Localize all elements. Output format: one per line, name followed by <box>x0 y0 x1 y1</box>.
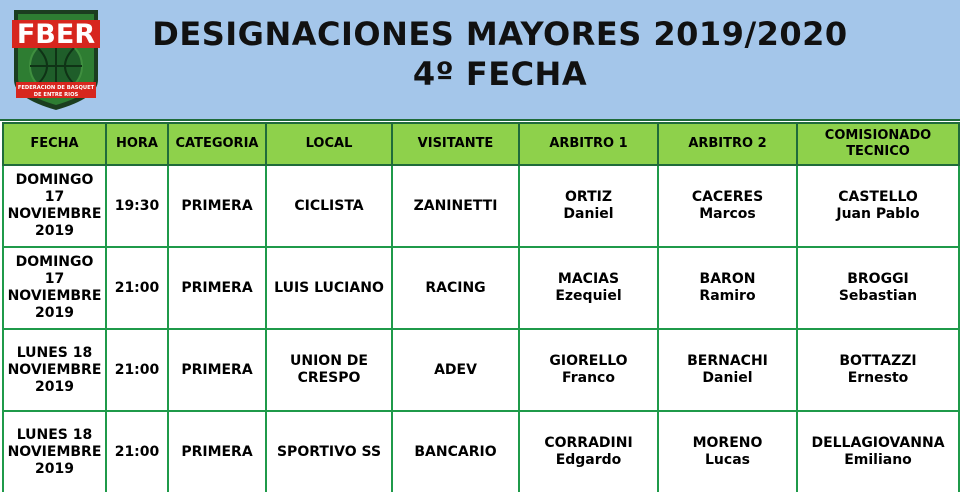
cell-visitante: ADEV <box>392 329 519 411</box>
cell-comisionado <box>797 329 959 411</box>
table-row <box>3 247 959 329</box>
cell-visitante: RACING <box>392 247 519 329</box>
cell-local: LUIS LUCIANO <box>266 247 392 329</box>
comisionado-nombre: Ernesto <box>847 370 909 386</box>
table-row <box>3 411 959 492</box>
cell-arbitro1 <box>519 329 658 411</box>
arbitro2-apellido: BARON <box>699 271 756 287</box>
cell-fecha: DOMINGO 17 NOVIEMBRE 2019 <box>3 247 106 329</box>
page-title <box>110 14 890 94</box>
cell-fecha: LUNES 18 NOVIEMBRE 2019 <box>3 411 106 492</box>
cell-arbitro2 <box>658 329 797 411</box>
cell-arbitro2 <box>658 247 797 329</box>
title-banner <box>0 0 960 121</box>
col-header-arbitro1: ARBITRO 1 <box>519 123 658 165</box>
cell-categoria: PRIMERA <box>168 411 266 492</box>
comisionado-apellido: DELLAGIOVANNA <box>811 435 945 451</box>
arbitro1-apellido: GIORELLO <box>549 353 628 369</box>
col-header-local: LOCAL <box>266 123 392 165</box>
cell-arbitro2 <box>658 165 797 247</box>
comisionado-nombre: Juan Pablo <box>836 206 920 222</box>
table-header-row <box>3 123 959 165</box>
comisionado-nombre: Emiliano <box>844 452 912 468</box>
col-header-visitante: VISITANTE <box>392 123 519 165</box>
designations-table <box>2 122 960 492</box>
comisionado-nombre: Sebastian <box>838 288 918 304</box>
cell-categoria: PRIMERA <box>168 165 266 247</box>
arbitro2-nombre: Marcos <box>699 206 756 222</box>
col-header-hora: HORA <box>106 123 168 165</box>
arbitro2-nombre: Daniel <box>702 370 753 386</box>
arbitro1-apellido: ORTIZ <box>565 189 612 205</box>
cell-arbitro2 <box>658 411 797 492</box>
arbitro1-nombre: Daniel <box>563 206 614 222</box>
arbitro1-apellido: CORRADINI <box>544 435 633 451</box>
col-header-categoria: CATEGORIA <box>168 123 266 165</box>
table-row <box>3 165 959 247</box>
svg-text:FBER: FBER <box>16 19 96 50</box>
comisionado-apellido: BROGGI <box>847 271 909 287</box>
fber-logo <box>6 6 106 114</box>
arbitro1-nombre: Edgardo <box>555 452 622 468</box>
cell-hora: 19:30 <box>106 165 168 247</box>
cell-categoria: PRIMERA <box>168 247 266 329</box>
cell-fecha: DOMINGO 17 NOVIEMBRE 2019 <box>3 165 106 247</box>
cell-hora: 21:00 <box>106 411 168 492</box>
svg-text:FEDERACION DE BASQUET: FEDERACION DE BASQUET <box>17 85 95 91</box>
cell-hora: 21:00 <box>106 247 168 329</box>
cell-visitante: ZANINETTI <box>392 165 519 247</box>
cell-arbitro1 <box>519 247 658 329</box>
arbitro2-apellido: MORENO <box>692 435 763 451</box>
title-line-2: 4º FECHA <box>412 55 588 93</box>
arbitro2-apellido: BERNACHI <box>687 353 768 369</box>
arbitro2-nombre: Ramiro <box>699 288 756 304</box>
cell-comisionado <box>797 247 959 329</box>
cell-hora: 21:00 <box>106 329 168 411</box>
arbitro1-nombre: Franco <box>562 370 615 386</box>
arbitro1-apellido: MACIAS <box>557 271 620 287</box>
col-header-fecha: FECHA <box>3 123 106 165</box>
arbitro1-nombre: Ezequiel <box>555 288 622 304</box>
comisionado-apellido: CASTELLO <box>838 189 918 205</box>
title-line-1: DESIGNACIONES MAYORES 2019/2020 <box>152 15 848 53</box>
cell-comisionado <box>797 411 959 492</box>
arbitro2-apellido: CACERES <box>691 189 764 205</box>
col-header-arbitro2: ARBITRO 2 <box>658 123 797 165</box>
table-row <box>3 329 959 411</box>
cell-local: CICLISTA <box>266 165 392 247</box>
comisionado-apellido: BOTTAZZI <box>839 353 917 369</box>
col-header-comisionado: COMISIONADO TECNICO <box>797 123 959 165</box>
cell-visitante: BANCARIO <box>392 411 519 492</box>
cell-comisionado <box>797 165 959 247</box>
cell-fecha: LUNES 18 NOVIEMBRE 2019 <box>3 329 106 411</box>
cell-local: UNION DE CRESPO <box>266 329 392 411</box>
svg-text:DE ENTRE RIOS: DE ENTRE RIOS <box>33 92 79 98</box>
arbitro2-nombre: Lucas <box>705 452 750 468</box>
cell-arbitro1 <box>519 411 658 492</box>
cell-categoria: PRIMERA <box>168 329 266 411</box>
cell-arbitro1 <box>519 165 658 247</box>
cell-local: SPORTIVO SS <box>266 411 392 492</box>
